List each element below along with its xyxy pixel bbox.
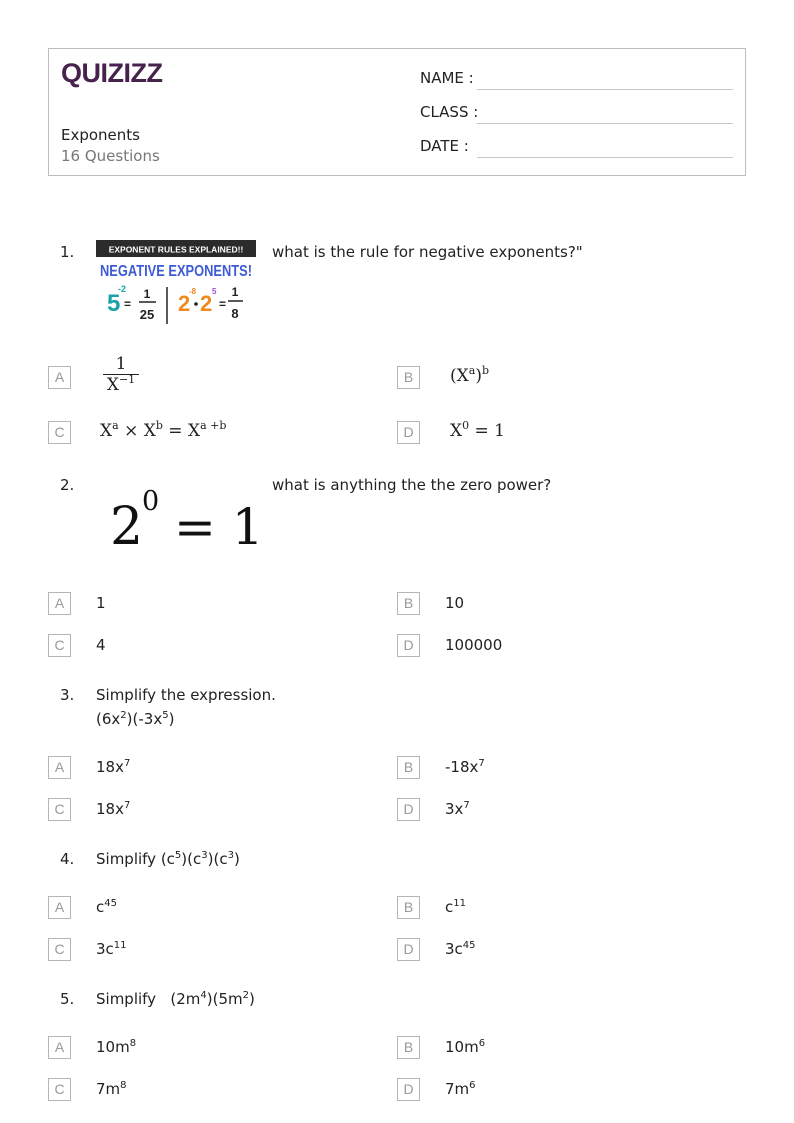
date-label: DATE : <box>420 137 469 155</box>
question-number: 4. <box>60 850 75 868</box>
option-b-text[interactable]: $-18x^7$ <box>445 758 485 776</box>
option-a-box[interactable]: A <box>48 366 71 389</box>
option-a-text[interactable]: 1 <box>96 594 106 612</box>
option-d-text[interactable]: $3x^7$ <box>445 800 470 818</box>
question-number: 5. <box>60 990 75 1008</box>
question-number: 1. <box>60 243 75 261</box>
question-text: what is the rule for negative exponents?" <box>272 243 583 261</box>
zero-base: 2 <box>110 497 144 557</box>
option-c-text[interactable]: $18x^7$ <box>96 800 131 818</box>
option-d-box[interactable]: D <box>397 634 420 657</box>
option-d-box[interactable]: D <box>397 1078 420 1101</box>
name-label: NAME : <box>420 69 474 87</box>
option-c-box[interactable]: C <box>48 1078 71 1101</box>
svg-text:=: = <box>124 297 132 311</box>
option-c-box[interactable]: C <box>48 938 71 961</box>
date-line[interactable] <box>477 157 733 158</box>
option-c-box[interactable]: C <box>48 421 71 444</box>
eq1-exp: -2 <box>118 284 127 294</box>
option-b-box[interactable]: B <box>397 366 420 389</box>
option-c-text[interactable]: $7m^8$ <box>96 1080 127 1098</box>
question-number: 3. <box>60 686 75 704</box>
option-b-box[interactable]: B <box>397 756 420 779</box>
option-c-text[interactable]: $3c^{11}$ <box>96 940 127 958</box>
eq1-base: 5 <box>107 290 121 317</box>
option-d-box[interactable]: D <box>397 938 420 961</box>
question-text: Simplify the expression. $(6x^2)(-3x^5)$ <box>96 686 276 728</box>
class-line[interactable] <box>477 123 733 124</box>
name-line[interactable] <box>477 89 733 90</box>
option-d-box[interactable]: D <box>397 798 420 821</box>
option-a-box[interactable]: A <box>48 1036 71 1059</box>
negative-exponents-image <box>96 240 256 326</box>
option-d-text[interactable]: $7m^6$ <box>445 1080 476 1098</box>
option-a-box[interactable]: A <box>48 592 71 615</box>
zero-rest: = 1 <box>174 498 264 556</box>
option-c-text[interactable]: 4 <box>96 636 106 654</box>
class-label: CLASS : <box>420 103 479 121</box>
option-d-text[interactable]: $3c^{45}$ <box>445 940 476 958</box>
option-a-text[interactable]: 1 $X^{-1}$ <box>103 354 139 395</box>
eq2-exp1: -8 <box>189 287 197 296</box>
eq2-base2: 2 <box>200 291 213 316</box>
eq2-den: 8 <box>231 306 239 321</box>
image-banner-text: EXPONENT RULES EXPLAINED!! <box>108 244 244 255</box>
eq2-base1: 2 <box>178 291 191 316</box>
question-number: 2. <box>60 476 75 494</box>
zero-exp: 0 <box>142 486 160 517</box>
option-c-box[interactable]: C <box>48 634 71 657</box>
option-d-text[interactable]: 100000 <box>445 636 503 654</box>
svg-text:=: = <box>219 297 227 311</box>
option-c-text[interactable]: $X^a \times X^b = X^{a +b}$ <box>100 419 227 441</box>
question-count: 16 Questions <box>61 147 160 165</box>
option-d-box[interactable]: D <box>397 421 420 444</box>
question-text: Simplify $(2m^4)(5m^2)$ <box>96 990 255 1008</box>
zero-power-image <box>108 478 264 557</box>
eq2-exp2: 5 <box>212 287 217 296</box>
option-b-box[interactable]: B <box>397 896 420 919</box>
option-b-text[interactable]: $(X^a)^b$ <box>450 364 489 386</box>
option-b-text[interactable]: $c^{11}$ <box>445 898 466 916</box>
option-b-text[interactable]: $10m^6$ <box>445 1038 486 1056</box>
option-a-text[interactable]: $c^{45}$ <box>96 898 117 916</box>
image-heading: NEGATIVE EXPONENTS! <box>100 263 252 280</box>
quizizz-logo: QUIZIZZ <box>61 58 163 88</box>
eq1-num: 1 <box>143 287 151 301</box>
question-text: what is anything the the zero power? <box>272 476 552 494</box>
worksheet-title: Exponents <box>61 126 140 144</box>
eq1-den: 25 <box>139 307 155 322</box>
option-b-box[interactable]: B <box>397 592 420 615</box>
question-text: Simplify $(c^5)(c^3)(c^3)$ <box>96 850 240 868</box>
eq2-num: 1 <box>231 285 239 299</box>
option-c-box[interactable]: C <box>48 798 71 821</box>
option-b-box[interactable]: B <box>397 1036 420 1059</box>
option-b-text[interactable]: 10 <box>445 594 465 612</box>
option-a-text[interactable]: $10m^8$ <box>96 1038 137 1056</box>
option-a-box[interactable]: A <box>48 756 71 779</box>
worksheet-header <box>48 48 746 176</box>
option-a-text[interactable]: $18x^7$ <box>96 758 131 776</box>
option-d-text[interactable]: $X^0 = 1$ <box>450 419 505 441</box>
option-a-box[interactable]: A <box>48 896 71 919</box>
